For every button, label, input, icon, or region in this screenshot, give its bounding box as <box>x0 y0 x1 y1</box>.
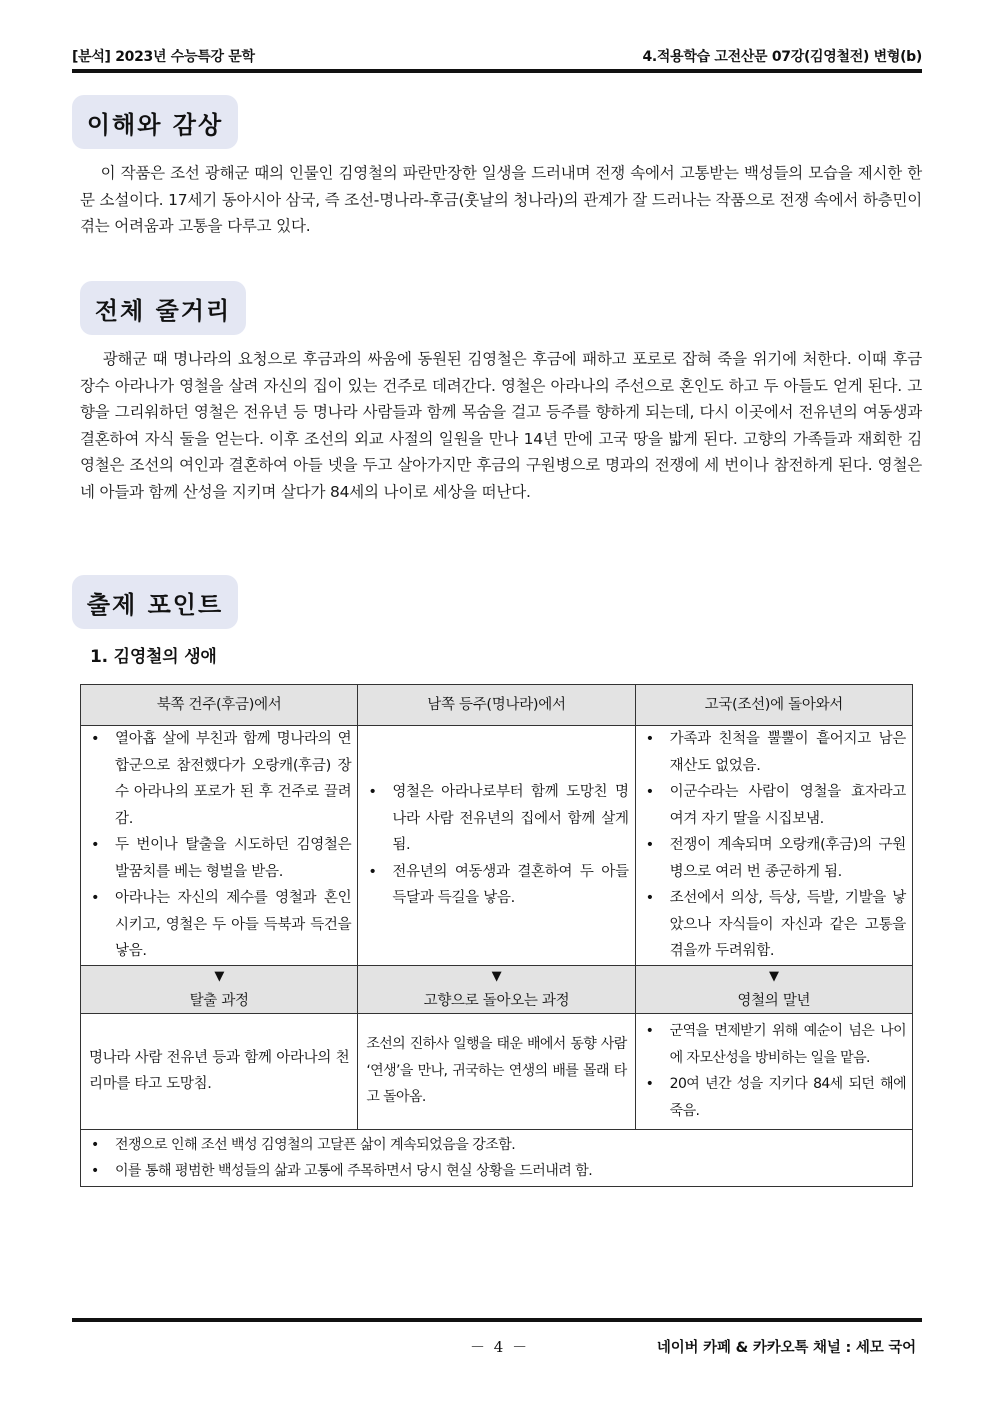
stage-header-row <box>81 965 913 1013</box>
down-arrow-icon: ▼ <box>491 969 502 984</box>
stage-label: 고향으로 돌아오는 과정 <box>423 993 570 1009</box>
page-header <box>72 42 922 72</box>
table-cell-jianzhou <box>81 726 358 966</box>
table-cell-joseon <box>635 726 912 966</box>
stage-label: 탈출 과정 <box>189 993 249 1009</box>
summary-paragraph: 광해군 때 명나라의 요청으로 후금과의 싸움에 동원된 김영철은 후금에 패하고 포로로 잡혀 죽을 위기에 처한다. 이때 후금 장수 아라나가 영철을 살려 자신의 집이 있는 건주로 데려간다. 영철은 아라나의 주선으로 혼인도 하고 두 아들도 얻게 된다. 고향을 그리워하던 영철은 전유년 등 명나라 사람들과 함께 목숨을 걸고 등주를 향하게 되는데, 다시 이곳에서 전유년의 여동생과 결혼하여 자식 둘을 얻는다. 이후 조선의 외교 사절의 일원을 만나 14년 만에 고국 땅을 밟게 된다. 고향의 가족들과 재회한 김영철은 조선의 여인과 결혼하여 아들 넷을 두고 살아가지만 후금의 구원병으로 명과의 전쟁에 세 번이나 참전하게 된다. 영철은 네 아들과 함께 산성을 지키며 살다가 84세의 나이로 세상을 떠난다. <box>80 350 922 501</box>
page-number: － 4 － <box>470 1338 530 1356</box>
list-item: • 전쟁이 계속되며 오랑캐(후금)의 구원병으로 여러 번 종군하게 됨. <box>642 832 906 885</box>
table-header-cell: 고국(조선)에 돌아와서 <box>635 685 912 726</box>
down-arrow-icon: ▼ <box>214 969 225 984</box>
summary-cell <box>81 1129 913 1186</box>
list-item: • 조선에서 의상, 득상, 득발, 기발을 낳았으나 자식들이 자신과 같은 고통을 겪을까 두려워함. <box>642 885 906 965</box>
list-item: • 열아홉 살에 부친과 함께 명나라의 연합군으로 참전했다가 오랑캐(후금) 장수 아라나의 포로가 된 후 건주로 끌려감. <box>87 726 351 832</box>
table-summary-row <box>81 1129 913 1186</box>
list-item: • 20여 년간 성을 지키다 84세 되던 해에 죽음. <box>642 1071 906 1124</box>
down-arrow-icon: ▼ <box>768 969 779 984</box>
section-title-appreciation: 이해와 감상 <box>72 95 238 149</box>
footer-channel: 네이버 카페 & 카카오톡 채널 : 세모 국어 <box>656 1340 916 1356</box>
header-right-title: 4.적용학습 고전산문 07강(김영철전) 변형(b) <box>642 49 922 65</box>
stage-header-cell <box>635 965 912 1013</box>
stage-escape-cell: 명나라 사람 전유년 등과 함께 아라나의 천리마를 타고 도망침. <box>81 1013 358 1129</box>
list-item: • 아라나는 자신의 제수를 영철과 혼인시키고, 영철은 두 아들 득북과 득건을 낳음. <box>87 885 351 965</box>
stage-header-cell <box>81 965 358 1013</box>
list-item: • 전쟁으로 인해 조선 백성 김영철의 고달픈 삶이 계속되었음을 강조함. <box>87 1132 906 1158</box>
list-item: • 군역을 면제받기 위해 예순이 넘은 나이에 자모산성을 방비하는 일을 맡음. <box>642 1018 906 1071</box>
stage-header-cell <box>358 965 635 1013</box>
list-item: • 영철은 아라나로부터 함께 도망친 명나라 사람 전유년의 집에서 함께 살게 됨. <box>364 779 628 859</box>
header-left-title: [분석] 2023년 수능특강 문학 <box>72 49 255 65</box>
footer-divider <box>72 1318 922 1322</box>
list-item: • 이를 통해 평범한 백성들의 삶과 고통에 주목하면서 당시 현실 상황을 드러내려 함. <box>87 1158 906 1184</box>
table-cell-dengzhou <box>358 726 635 966</box>
list-item: • 가족과 친척을 뿔뿔이 흩어지고 남은 재산도 없었음. <box>642 726 906 779</box>
stage-return-cell: 조선의 진하사 일행을 태운 배에서 동향 사람 ‘연생’을 만나, 귀국하는 연생의 배를 몰래 타고 돌아옴. <box>358 1013 635 1129</box>
section-title-summary: 전체 줄거리 <box>80 281 246 335</box>
points-subheading: 1. 김영철의 생애 <box>90 647 217 667</box>
section-title-points: 출제 포인트 <box>72 575 238 629</box>
table-header-row <box>81 685 913 726</box>
table-row <box>81 1013 913 1129</box>
stage-label: 영철의 말년 <box>737 993 811 1009</box>
stage-late-life-cell <box>635 1013 912 1129</box>
list-item: • 전유년의 여동생과 결혼하여 두 아들 득달과 득길을 낳음. <box>364 859 628 912</box>
list-item: • 이군수라는 사람이 영철을 효자라고 여겨 자기 딸을 시집보냄. <box>642 779 906 832</box>
list-item: • 두 번이나 탈출을 시도하던 김영철은 발꿈치를 베는 형벌을 받음. <box>87 832 351 885</box>
table-row <box>81 726 913 966</box>
appreciation-paragraph: 이 작품은 조선 광해군 때의 인물인 김영철의 파란만장한 일생을 드러내며 전쟁 속에서 고통받는 백성들의 모습을 제시한 한문 소설이다. 17세기 동아시아 삼국, 즉 조선-명나라-후금(훗날의 청나라)의 관계가 잘 드러나는 작품으로 전쟁 속에서 하층민이 겪는 어려움과 고통을 다루고 있다. <box>80 164 922 235</box>
life-table <box>80 684 913 1187</box>
table-header-cell: 북쪽 건주(후금)에서 <box>81 685 358 726</box>
header-divider <box>72 69 922 73</box>
table-header-cell: 남쪽 등주(명나라)에서 <box>358 685 635 726</box>
